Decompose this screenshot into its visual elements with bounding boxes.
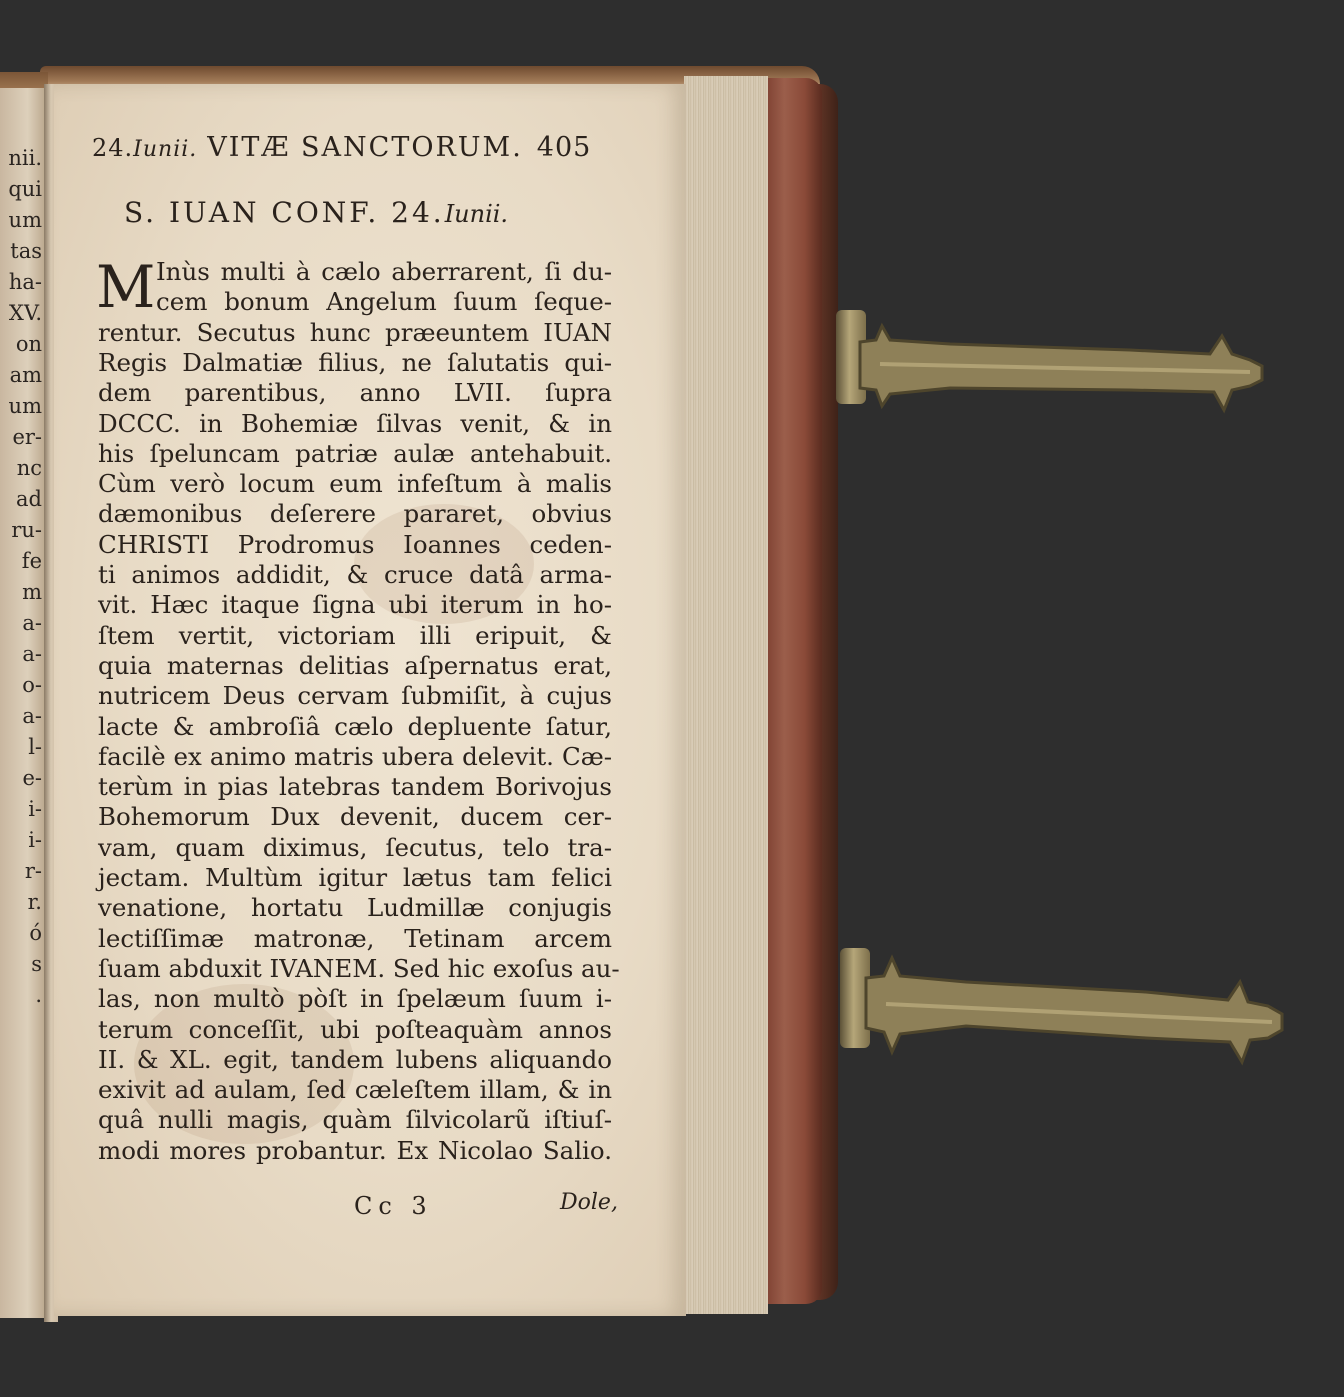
text-line: his ſpeluncam patriæ aulæ antehabuit.	[98, 438, 612, 468]
left-page-fragment: on	[15, 332, 42, 356]
left-page-fragment: um	[8, 394, 42, 418]
running-title: VITÆ SANCTORUM.	[207, 132, 523, 163]
text-line: cem bonum Angelum ſuum ſeque-	[156, 287, 612, 317]
text-line: rentur. Secutus hunc præeuntem IUAN	[98, 317, 612, 347]
text-line: Cùm verò locum eum infeſtum à malis	[98, 469, 612, 499]
left-page-fragment: r-	[24, 859, 42, 883]
text-line: nutricem Deus cervam ſubmiſit, à cujus	[98, 681, 612, 711]
text-line: terum conceſſit, ubi poſteaquàm annos	[98, 1014, 612, 1044]
text-line: jectam. Multùm igitur lætus tam felici	[98, 863, 612, 892]
text-line: vam, quam diximus, ſecutus, telo tra-	[98, 832, 612, 862]
left-page-fragment: i-	[28, 828, 42, 852]
left-page-fragment: a-	[22, 704, 42, 728]
text-line: dæmonibus deſerere pararet, obvius	[98, 499, 612, 529]
text-line: Bohemorum Dux devenit, ducem cer-	[98, 802, 612, 832]
page-block-edges	[684, 76, 768, 1314]
text-line: facilè ex animo matris ubera delevit. Cæ-	[98, 741, 612, 771]
text-line: ſuam abduxit IVANEM. Sed hic exoſus au-	[98, 953, 620, 983]
text-line: lacte & ambroſiâ cælo depluente ſatur,	[98, 711, 612, 741]
left-page-fragment: .	[35, 983, 42, 1007]
page-number: 405	[536, 132, 592, 163]
upper-brass-clasp	[830, 306, 1270, 416]
left-page-fragment: fe	[21, 549, 42, 573]
feast-date-day: 24.	[391, 196, 445, 229]
saint-title: S. IUAN CONF.	[124, 196, 380, 229]
text-line: Regis Dalmatiæ filius, ne ſalutatis qui-	[98, 347, 612, 377]
text-line: quia maternas delitias aſpernatus erat,	[98, 650, 612, 680]
left-facing-page	[0, 88, 46, 1318]
left-page-fragment: am	[9, 363, 42, 387]
text-line: lectiſſimæ matronæ, Tetinam arcem	[98, 923, 612, 953]
text-line: vit. Hæc itaque ſigna ubi iterum in ho-	[98, 590, 612, 620]
left-page-fragment: s	[31, 952, 42, 976]
text-line: modi mores probantur. Ex Nicolao Salio.	[98, 1135, 612, 1165]
left-page-fragment: m	[22, 580, 42, 604]
running-header	[92, 132, 592, 166]
left-page-fragment: i-	[28, 797, 42, 821]
left-page-fragment: a-	[22, 642, 42, 666]
left-page-fragment: um	[8, 208, 42, 232]
section-heading	[124, 196, 604, 229]
text-line: las, non multò pòſt in ſpelæum ſuum i-	[98, 984, 612, 1014]
text-line: DCCC. in Bohemiæ ſilvas venit, & in	[98, 408, 612, 438]
left-page-fragment: qui	[8, 177, 42, 201]
header-date-month: Iunii.	[133, 137, 198, 162]
left-page-fragment: tas	[10, 239, 42, 263]
left-page-fragment: nii.	[8, 146, 42, 170]
left-page-fragment: a-	[22, 611, 42, 635]
clasp-bar-icon	[836, 944, 1286, 1074]
header-date	[92, 134, 197, 162]
left-page-fragment: ó	[29, 921, 42, 945]
text-line: exivit ad aulam, ſed cæleſtem illam, & in	[98, 1075, 612, 1105]
clasp-bar-icon	[830, 306, 1270, 416]
left-page-fragment: XV.	[8, 301, 42, 325]
text-line: ti animos addidit, & cruce datâ arma-	[98, 560, 612, 589]
text-line: terùm in pias latebras tandem Borivojus	[98, 772, 612, 802]
left-page-fragment: o-	[22, 673, 42, 697]
feast-date-month: Iunii.	[444, 200, 509, 228]
left-page-fragment: er-	[12, 425, 42, 449]
left-page-fragment: ad	[16, 487, 42, 511]
left-page-fragment: l-	[28, 735, 42, 759]
text-line: Inùs multi à cælo aberrarent, ſi du-	[156, 257, 612, 286]
text-line: II. & XL. egit, tandem lubens aliquando	[98, 1044, 612, 1074]
text-line: venatione, hortatu Ludmillæ conjugis	[98, 893, 612, 923]
red-sprinkled-edge	[764, 78, 822, 1304]
drop-capital: M	[96, 253, 156, 321]
signature-mark: Cc 3	[354, 1192, 433, 1220]
text-line: dem parentibus, anno LVII. ſupra	[98, 378, 612, 408]
lower-brass-clasp	[836, 944, 1286, 1074]
left-page-fragment: nc	[16, 456, 42, 480]
left-page-fragment: r.	[27, 890, 42, 914]
header-date-day: 24.	[92, 134, 134, 162]
text-line: quâ nulli magis, quàm ſilvicolarũ iſtiuſ-	[98, 1105, 612, 1135]
catchword: Dole,	[560, 1190, 618, 1215]
text-line: CHRISTI Prodromus Ioannes ceden-	[98, 529, 612, 559]
left-page-fragment: e-	[22, 766, 42, 790]
text-line: ſtem vertit, victoriam illi eripuit, &	[98, 620, 612, 650]
left-page-fragment: ru-	[11, 518, 42, 542]
left-page-fragment: ha-	[8, 270, 42, 294]
